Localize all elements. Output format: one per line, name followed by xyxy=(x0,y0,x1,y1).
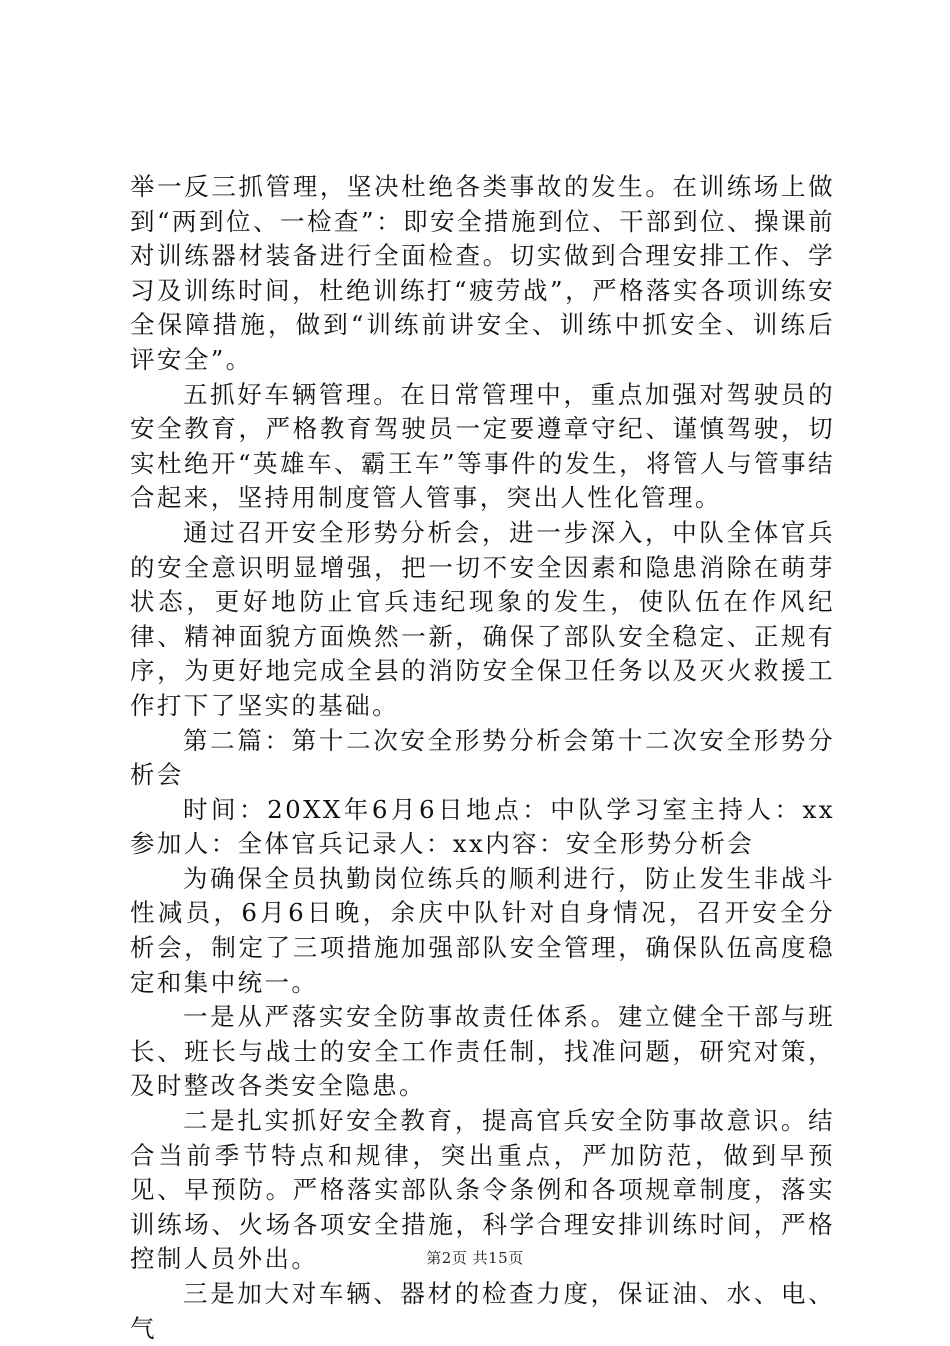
paragraph-vehicle-management: 五抓好车辆管理。在日常管理中，重点加强对驾驶员的安全教育，严格教育驾驶员一定要遵章守纪、谨慎驾驶，切实杜绝开“英雄车、霸王车”等事件的发生，将管人与管事结合起来，坚持用制度管人管事，突出人性化管理。 xyxy=(130,379,835,513)
section-heading: 第二篇：第十二次安全形势分析会第十二次安全形势分析会 xyxy=(130,725,835,790)
paragraph-continuation: 举一反三抓管理，坚决杜绝各类事故的发生。在训练场上做到“两到位、一检查”：即安全措施到位、干部到位、操课前对训练器材装备进行全面检查。切实做到合理安排工作、学习及训练时间，杜绝训练打“疲劳战”，严格落实各项训练安全保障措施，做到“训练前讲安全、训练中抓安全、训练后评安全”。 xyxy=(130,172,835,374)
meeting-info: 时间：20XX年6月6日地点：中队学习室主持人：xx参加人：全体官兵记录人：xx内容：安全形势分析会 xyxy=(130,794,835,859)
paragraph-conclusion: 通过召开安全形势分析会，进一步深入，中队全体官兵的安全意识明显增强，把一切不安全因素和隐患消除在萌芽状态，更好地防止官兵违纪现象的发生，使队伍在作风纪律、精神面貌方面焕然一新，确保了部队安全稳定、正规有序，为更好地完成全县的消防安全保卫任务以及灭火救援工作打下了坚实的基础。 xyxy=(130,517,835,720)
paragraph-measure-one: 一是从严落实安全防事故责任体系。建立健全干部与班长、班长与战士的安全工作责任制，找准问题，研究对策，及时整改各类安全隐患。 xyxy=(130,1002,835,1101)
page-footer: 第2页 共15页 xyxy=(426,1249,524,1267)
document-body xyxy=(130,170,835,1346)
paragraph-measure-two: 二是扎实抓好安全教育，提高官兵安全防事故意识。结合当前季节特点和规律，突出重点，严加防范，做到早预见、早预防。严格落实部队条令条例和各项规章制度，落实训练场、火场各项安全措施，科学合理安排训练时间，严格控制人员外出。 xyxy=(130,1106,835,1274)
paragraph-measure-three: 三是加大对车辆、器材的检查力度，保证油、水、电、气 xyxy=(130,1279,835,1343)
paragraph-intro: 为确保全员执勤岗位练兵的顺利进行，防止发生非战斗性减员，6月6日晚，余庆中队针对自身情况，召开安全分析会，制定了三项措施加强部队安全管理，确保队伍高度稳定和集中统一。 xyxy=(130,863,835,997)
